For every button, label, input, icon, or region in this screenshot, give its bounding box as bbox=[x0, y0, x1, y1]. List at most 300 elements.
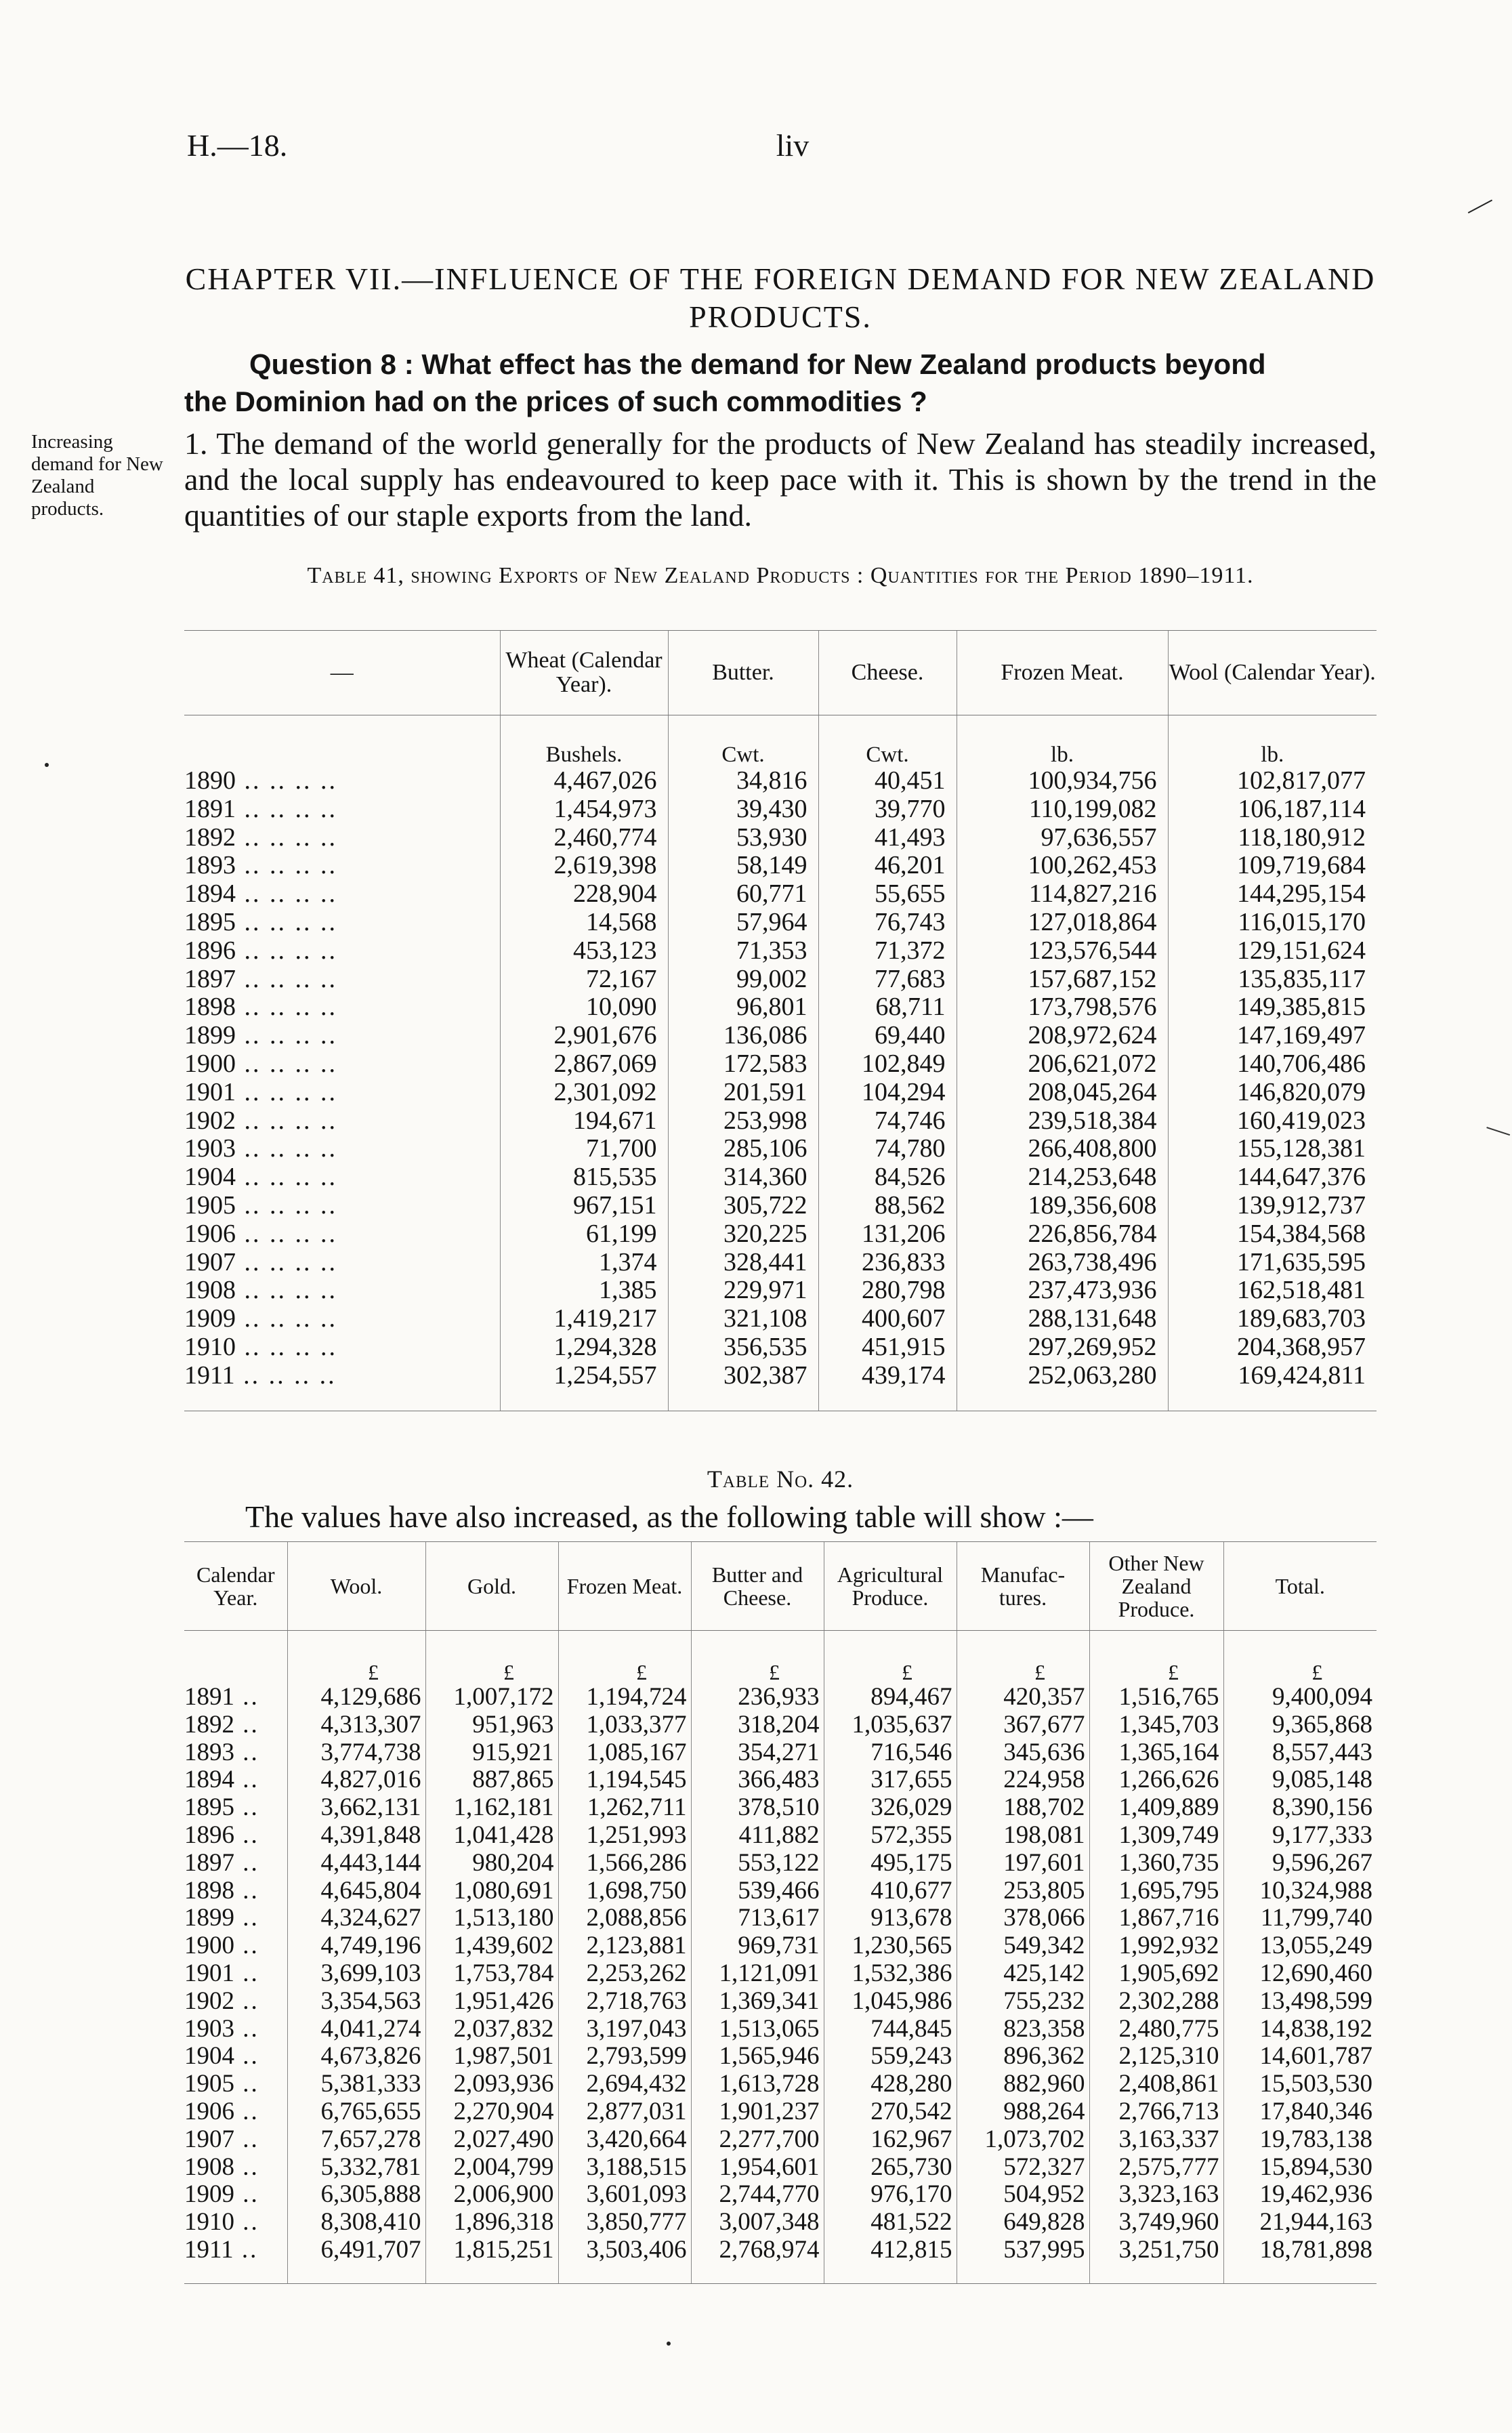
table-41-cell: 2,867,069 bbox=[500, 1050, 668, 1079]
margin-mark-2 bbox=[1482, 1127, 1510, 1151]
table-41-cell: 97,636,557 bbox=[957, 824, 1168, 852]
table-42-cell: 1,901,237 bbox=[691, 2098, 824, 2126]
table-42-cell: 1,905,692 bbox=[1089, 1960, 1223, 1988]
table-42-leader-dots: .. bbox=[234, 1683, 259, 1711]
table-41-row bbox=[184, 1362, 1377, 1411]
table41-header: — bbox=[184, 631, 500, 715]
table-41-year: 1890 bbox=[184, 766, 236, 795]
table41-unit bbox=[184, 715, 500, 768]
table-41-cell: 160,419,023 bbox=[1168, 1107, 1377, 1136]
table-42-cell: 3,420,664 bbox=[558, 2126, 691, 2154]
table-42-cell: 2,004,799 bbox=[425, 2154, 558, 2182]
table-41-cell: 84,526 bbox=[818, 1163, 957, 1192]
table-42-cell: 162,967 bbox=[824, 2126, 957, 2154]
margin-dot bbox=[45, 763, 49, 767]
table-41-cell: 34,816 bbox=[668, 767, 818, 795]
question-line-1: Question 8 : What effect has the demand for New Zealand products beyond bbox=[249, 348, 1266, 380]
table-41-row bbox=[184, 965, 1377, 994]
table-42-row bbox=[184, 1877, 1377, 1905]
table-42-cell: 2,575,777 bbox=[1089, 2154, 1223, 2182]
table-42-year-cell bbox=[184, 2016, 287, 2043]
table-42-cell: 11,799,740 bbox=[1223, 1905, 1377, 1932]
table-41-cell: 69,440 bbox=[818, 1022, 957, 1050]
table-41-cell: 100,262,453 bbox=[957, 852, 1168, 880]
table-41-cell: 157,687,152 bbox=[957, 965, 1168, 994]
table-41-cell: 39,770 bbox=[818, 795, 957, 824]
table-41-cell: 110,199,082 bbox=[957, 795, 1168, 824]
table-42-row bbox=[184, 1905, 1377, 1932]
table-42-year-cell bbox=[184, 1877, 287, 1905]
table-42-cell: 367,677 bbox=[957, 1711, 1089, 1739]
table-42-cell: 2,718,763 bbox=[558, 1988, 691, 2016]
table-42-cell: 495,175 bbox=[824, 1850, 957, 1877]
table-42-cell: 318,204 bbox=[691, 1711, 824, 1739]
table-41-year: 1897 bbox=[184, 964, 236, 993]
table-42-row bbox=[184, 2071, 1377, 2098]
table41-header-row bbox=[184, 631, 1377, 715]
table42-unit: £ bbox=[957, 1631, 1089, 1684]
table-41-year-cell bbox=[184, 852, 500, 880]
table-41-leader-dots: .. .. .. .. bbox=[236, 851, 337, 880]
table-42-cell: 188,702 bbox=[957, 1794, 1089, 1822]
table-42-cell: 1,194,724 bbox=[558, 1684, 691, 1711]
table-42-year-cell bbox=[184, 1711, 287, 1739]
table-41-cell: 1,385 bbox=[500, 1276, 668, 1305]
table-42-cell: 378,510 bbox=[691, 1794, 824, 1822]
table-42-cell: 988,264 bbox=[957, 2098, 1089, 2126]
table-42-cell: 1,815,251 bbox=[425, 2237, 558, 2283]
table-41-cell: 321,108 bbox=[668, 1305, 818, 1333]
table-41-row bbox=[184, 993, 1377, 1022]
table-42-cell: 2,694,432 bbox=[558, 2071, 691, 2098]
table-41-row bbox=[184, 1249, 1377, 1277]
table-41-cell: 236,833 bbox=[818, 1249, 957, 1277]
table-41-cell: 1,419,217 bbox=[500, 1305, 668, 1333]
table-41-year: 1910 bbox=[184, 1332, 236, 1361]
table41-header: Wheat (Calendar Year). bbox=[500, 631, 668, 715]
table-42-cell: 1,987,501 bbox=[425, 2043, 558, 2071]
table-42-cell: 823,358 bbox=[957, 2016, 1089, 2043]
table-41-cell: 2,901,676 bbox=[500, 1022, 668, 1050]
table-42-cell: 1,360,735 bbox=[1089, 1850, 1223, 1877]
table-42-cell: 553,122 bbox=[691, 1850, 824, 1877]
table-41-year: 1892 bbox=[184, 823, 236, 852]
table-41-leader-dots: .. .. .. .. bbox=[236, 907, 337, 936]
table-42-cell: 713,617 bbox=[691, 1905, 824, 1932]
page-number: liv bbox=[776, 128, 810, 163]
table-42-row bbox=[184, 1988, 1377, 2016]
table-41-cell: 39,430 bbox=[668, 795, 818, 824]
table-41-year: 1906 bbox=[184, 1219, 236, 1248]
table-41-year-cell bbox=[184, 824, 500, 852]
chapter-title: CHAPTER VII.—INFLUENCE OF THE FOREIGN DEMAND FOR NEW ZEALAND PRODUCTS. bbox=[185, 262, 1376, 334]
table-42-cell: 14,601,787 bbox=[1223, 2043, 1377, 2071]
table-42-cell: 4,673,826 bbox=[287, 2043, 425, 2071]
table-41-leader-dots: .. .. .. .. bbox=[236, 1106, 337, 1135]
table-42-row bbox=[184, 1684, 1377, 1711]
table-42-cell: 8,390,156 bbox=[1223, 1794, 1377, 1822]
table-41-cell: 320,225 bbox=[668, 1220, 818, 1249]
table-42-year: 1910 bbox=[184, 2208, 234, 2237]
table-41-leader-dots: .. .. .. .. bbox=[236, 1163, 337, 1192]
table-42-cell: 1,698,750 bbox=[558, 1877, 691, 1905]
table-42-cell: 1,121,091 bbox=[691, 1960, 824, 1988]
table-42 bbox=[184, 1541, 1377, 2284]
table41-unit: lb. bbox=[1168, 715, 1377, 768]
table-41-year-cell bbox=[184, 937, 500, 965]
table-42-cell: 1,085,167 bbox=[558, 1739, 691, 1767]
table-41-row bbox=[184, 1135, 1377, 1163]
table-42-cell: 2,766,713 bbox=[1089, 2098, 1223, 2126]
table-42-row bbox=[184, 2016, 1377, 2043]
table-41-cell: 68,711 bbox=[818, 993, 957, 1022]
table-41-cell: 71,372 bbox=[818, 937, 957, 965]
table-42-cell: 5,381,333 bbox=[287, 2071, 425, 2098]
table-41-cell: 46,201 bbox=[818, 852, 957, 880]
body-paragraph: 1. The demand of the world generally for the products of New Zealand has steadily increased, and the local supply has endeavoured to keep pace with it. This is shown by the trend in the quantities of our staple exports from the land. bbox=[184, 426, 1377, 533]
table41-header: Frozen Meat. bbox=[957, 631, 1168, 715]
table-41-cell: 356,535 bbox=[668, 1333, 818, 1362]
table-42-row bbox=[184, 1822, 1377, 1850]
table-42-cell: 6,765,655 bbox=[287, 2098, 425, 2126]
table-42-cell: 504,952 bbox=[957, 2181, 1089, 2209]
table-41-cell: 1,374 bbox=[500, 1249, 668, 1277]
table-42-cell: 3,197,043 bbox=[558, 2016, 691, 2043]
table-41-row bbox=[184, 880, 1377, 909]
table-41-row bbox=[184, 1305, 1377, 1333]
table-41-cell: 147,169,497 bbox=[1168, 1022, 1377, 1050]
table-41-leader-dots: .. .. .. .. bbox=[236, 936, 337, 965]
table-41-cell: 149,385,815 bbox=[1168, 993, 1377, 1022]
table-41-cell: 135,835,117 bbox=[1168, 965, 1377, 994]
table-41-year: 1904 bbox=[184, 1163, 236, 1192]
table42-unit: £ bbox=[425, 1631, 558, 1684]
table-42-row bbox=[184, 2098, 1377, 2126]
table-42-cell: 2,253,262 bbox=[558, 1960, 691, 1988]
table-41-cell: 146,820,079 bbox=[1168, 1079, 1377, 1107]
table-41-cell: 4,467,026 bbox=[500, 767, 668, 795]
table-41-leader-dots: .. .. .. .. bbox=[236, 1247, 337, 1276]
table-42-cell: 9,400,094 bbox=[1223, 1684, 1377, 1711]
table-41-cell: 226,856,784 bbox=[957, 1220, 1168, 1249]
table-41-cell: 74,780 bbox=[818, 1135, 957, 1163]
table42-unit bbox=[184, 1631, 287, 1684]
table-42-cell: 1,365,164 bbox=[1089, 1739, 1223, 1767]
table-41-year-cell bbox=[184, 795, 500, 824]
table-42-cell: 13,055,249 bbox=[1223, 1932, 1377, 1960]
table42-caption: Table No. 42. bbox=[707, 1465, 854, 1493]
table-42-cell: 1,035,637 bbox=[824, 1711, 957, 1739]
table-42-cell: 3,850,777 bbox=[558, 2209, 691, 2237]
table-42-cell: 4,827,016 bbox=[287, 1766, 425, 1794]
table-42-cell: 1,162,181 bbox=[425, 1794, 558, 1822]
table-41-year: 1893 bbox=[184, 851, 236, 880]
table41-header: Butter. bbox=[668, 631, 818, 715]
table-42-row bbox=[184, 1850, 1377, 1877]
table-41-cell: 314,360 bbox=[668, 1163, 818, 1192]
table-42-cell: 1,080,691 bbox=[425, 1877, 558, 1905]
table-41-cell: 127,018,864 bbox=[957, 909, 1168, 937]
table-42-cell: 4,645,804 bbox=[287, 1877, 425, 1905]
table-42-cell: 1,513,180 bbox=[425, 1905, 558, 1932]
table-42-leader-dots: .. bbox=[234, 1876, 259, 1905]
table-42-cell: 3,503,406 bbox=[558, 2237, 691, 2283]
table-42-year-cell bbox=[184, 1766, 287, 1794]
table-42-row bbox=[184, 1739, 1377, 1767]
table-41-cell: 109,719,684 bbox=[1168, 852, 1377, 880]
table-41-year: 1899 bbox=[184, 1021, 236, 1050]
table-42-year: 1895 bbox=[184, 1793, 234, 1822]
table-42-cell: 3,601,093 bbox=[558, 2181, 691, 2209]
table-41-cell: 2,301,092 bbox=[500, 1079, 668, 1107]
table-41-cell: 228,904 bbox=[500, 880, 668, 909]
table42-unit: £ bbox=[1223, 1631, 1377, 1684]
table-41-year-cell bbox=[184, 1249, 500, 1277]
table-42-cell: 1,073,702 bbox=[957, 2126, 1089, 2154]
table-41-cell: 144,647,376 bbox=[1168, 1163, 1377, 1192]
question-line-2: the Dominion had on the prices of such commodities ? bbox=[184, 386, 927, 417]
table-41-year: 1909 bbox=[184, 1304, 236, 1333]
table-41-cell: 204,368,957 bbox=[1168, 1333, 1377, 1362]
table-42-cell: 1,951,426 bbox=[425, 1988, 558, 2016]
table-42-cell: 9,596,267 bbox=[1223, 1850, 1377, 1877]
table-42-cell: 428,280 bbox=[824, 2071, 957, 2098]
table-42-cell: 19,462,936 bbox=[1223, 2181, 1377, 2209]
table-42-cell: 2,744,770 bbox=[691, 2181, 824, 2209]
table-42-leader-dots: .. bbox=[234, 1848, 259, 1877]
table-42-cell: 1,045,986 bbox=[824, 1988, 957, 2016]
table-41-cell: 328,441 bbox=[668, 1249, 818, 1277]
table-42-cell: 1,867,716 bbox=[1089, 1905, 1223, 1932]
table-42-cell: 2,277,700 bbox=[691, 2126, 824, 2154]
table-42-leader-dots: .. bbox=[233, 2235, 259, 2264]
table-42-cell: 755,232 bbox=[957, 1988, 1089, 2016]
table-42-leader-dots: .. bbox=[234, 2070, 259, 2098]
table-42-leader-dots: .. bbox=[234, 1959, 259, 1987]
table-42-cell: 412,815 bbox=[824, 2237, 957, 2283]
table-42-cell: 1,409,889 bbox=[1089, 1794, 1223, 1822]
table42-header: Manufac- tures. bbox=[957, 1542, 1089, 1631]
table-42-leader-dots: .. bbox=[234, 1932, 259, 1960]
table-41-leader-dots: .. .. .. .. bbox=[236, 964, 337, 993]
table-42-year: 1902 bbox=[184, 1987, 234, 2015]
table41-unit: Cwt. bbox=[818, 715, 957, 768]
table-42-cell: 1,309,749 bbox=[1089, 1822, 1223, 1850]
table-42-cell: 2,123,881 bbox=[558, 1932, 691, 1960]
table-41-cell: 60,771 bbox=[668, 880, 818, 909]
table-41-leader-dots: .. .. .. .. bbox=[236, 1304, 337, 1333]
table-42-row bbox=[184, 1932, 1377, 1960]
table-41-year-cell bbox=[184, 1050, 500, 1079]
table-42-cell: 366,483 bbox=[691, 1766, 824, 1794]
table-42-cell: 1,896,318 bbox=[425, 2209, 558, 2237]
table-41-year-cell bbox=[184, 1362, 500, 1411]
table-41-cell: 206,621,072 bbox=[957, 1050, 1168, 1079]
table-41-year-cell bbox=[184, 1220, 500, 1249]
margin-mark bbox=[1468, 199, 1502, 231]
table-42-year-cell bbox=[184, 2154, 287, 2182]
table-41-leader-dots: .. .. .. .. bbox=[236, 1332, 337, 1361]
table-42-cell: 2,037,832 bbox=[425, 2016, 558, 2043]
table-41-cell: 129,151,624 bbox=[1168, 937, 1377, 965]
table-42-cell: 4,041,274 bbox=[287, 2016, 425, 2043]
table41-units-row bbox=[184, 715, 1377, 768]
table-41-cell: 104,294 bbox=[818, 1079, 957, 1107]
table-42-year-cell bbox=[184, 2209, 287, 2237]
table-42-cell: 4,313,307 bbox=[287, 1711, 425, 1739]
table-41-year-cell bbox=[184, 993, 500, 1022]
document-reference: H.—18. bbox=[187, 128, 288, 163]
table-42-cell: 4,324,627 bbox=[287, 1905, 425, 1932]
table-41-cell: 263,738,496 bbox=[957, 1249, 1168, 1277]
table-42-cell: 915,921 bbox=[425, 1739, 558, 1767]
table-41-leader-dots: .. .. .. .. bbox=[234, 1360, 337, 1390]
table42-unit: £ bbox=[287, 1631, 425, 1684]
table-42-year-cell bbox=[184, 1932, 287, 1960]
table-41-cell: 201,591 bbox=[668, 1079, 818, 1107]
table-42-row bbox=[184, 2154, 1377, 2182]
table-42-year-cell bbox=[184, 2181, 287, 2209]
table-41-cell: 53,930 bbox=[668, 824, 818, 852]
table-42-cell: 326,029 bbox=[824, 1794, 957, 1822]
table-42-year: 1899 bbox=[184, 1904, 234, 1932]
table41-unit: lb. bbox=[957, 715, 1168, 768]
table-42-cell: 894,467 bbox=[824, 1684, 957, 1711]
table-42-year: 1898 bbox=[184, 1876, 234, 1905]
table-42-year-cell bbox=[184, 1684, 287, 1711]
table41-unit: Bushels. bbox=[500, 715, 668, 768]
table-42-cell: 3,188,515 bbox=[558, 2154, 691, 2182]
table-42-cell: 6,491,707 bbox=[287, 2237, 425, 2283]
table-41-cell: 71,353 bbox=[668, 937, 818, 965]
table-41-cell: 305,722 bbox=[668, 1192, 818, 1220]
table-41-row bbox=[184, 937, 1377, 965]
table-42-cell: 19,783,138 bbox=[1223, 2126, 1377, 2154]
table-42-year-cell bbox=[184, 2237, 287, 2283]
table-41-cell: 189,356,608 bbox=[957, 1192, 1168, 1220]
table-42-row bbox=[184, 2181, 1377, 2209]
table-42-cell: 3,251,750 bbox=[1089, 2237, 1223, 2283]
table-42-cell: 3,774,738 bbox=[287, 1739, 425, 1767]
table-42-cell: 1,041,428 bbox=[425, 1822, 558, 1850]
table-42-cell: 2,125,310 bbox=[1089, 2043, 1223, 2071]
table-42-cell: 1,513,065 bbox=[691, 2016, 824, 2043]
table-41-cell: 208,045,264 bbox=[957, 1079, 1168, 1107]
table-42-cell: 2,408,861 bbox=[1089, 2071, 1223, 2098]
table-42-cell: 2,877,031 bbox=[558, 2098, 691, 2126]
table-42-row bbox=[184, 2043, 1377, 2071]
table-41-year-cell bbox=[184, 965, 500, 994]
table-41-row bbox=[184, 1333, 1377, 1362]
table-42-year: 1905 bbox=[184, 2070, 234, 2098]
table-42-year-cell bbox=[184, 1905, 287, 1932]
table-41-year-cell bbox=[184, 1276, 500, 1305]
table-41-cell: 815,535 bbox=[500, 1163, 668, 1192]
table-41-year: 1900 bbox=[184, 1049, 236, 1078]
table-42-row bbox=[184, 2126, 1377, 2154]
table-41-cell: 144,295,154 bbox=[1168, 880, 1377, 909]
table-42-cell: 410,677 bbox=[824, 1877, 957, 1905]
table-42-leader-dots: .. bbox=[234, 2153, 259, 2181]
table-41-year: 1898 bbox=[184, 993, 236, 1022]
table-41-cell: 100,934,756 bbox=[957, 767, 1168, 795]
table-41-year-cell bbox=[184, 1135, 500, 1163]
table-41-year-cell bbox=[184, 909, 500, 937]
table-42-year: 1904 bbox=[184, 2042, 234, 2071]
table-42-year-cell bbox=[184, 2098, 287, 2126]
table-42-cell: 1,695,795 bbox=[1089, 1877, 1223, 1905]
question-heading bbox=[184, 346, 1377, 420]
table-42-year: 1901 bbox=[184, 1959, 234, 1987]
table-42-cell: 4,391,848 bbox=[287, 1822, 425, 1850]
table-42-cell: 8,557,443 bbox=[1223, 1739, 1377, 1767]
table-41-cell: 57,964 bbox=[668, 909, 818, 937]
table-41-row bbox=[184, 795, 1377, 824]
table-42-cell: 3,749,960 bbox=[1089, 2209, 1223, 2237]
table41-unit: Cwt. bbox=[668, 715, 818, 768]
table-41-cell: 123,576,544 bbox=[957, 937, 1168, 965]
table-41-cell: 252,063,280 bbox=[957, 1362, 1168, 1411]
table-41-row bbox=[184, 1022, 1377, 1050]
table-42-cell: 1,992,932 bbox=[1089, 1932, 1223, 1960]
table-41-cell: 116,015,170 bbox=[1168, 909, 1377, 937]
table-42-year: 1908 bbox=[184, 2153, 234, 2181]
table-42-cell: 976,170 bbox=[824, 2181, 957, 2209]
table-41-cell: 288,131,648 bbox=[957, 1305, 1168, 1333]
table-42-year: 1893 bbox=[184, 1738, 234, 1766]
table-41-cell: 140,706,486 bbox=[1168, 1050, 1377, 1079]
table-42-cell: 6,305,888 bbox=[287, 2181, 425, 2209]
table-42-leader-dots: .. bbox=[234, 1821, 259, 1849]
table-42-cell: 1,753,784 bbox=[425, 1960, 558, 1988]
table-42-cell: 411,882 bbox=[691, 1822, 824, 1850]
table-42-cell: 481,522 bbox=[824, 2209, 957, 2237]
table-42-cell: 1,345,703 bbox=[1089, 1711, 1223, 1739]
table-41-year: 1907 bbox=[184, 1247, 236, 1276]
table-41-cell: 61,199 bbox=[500, 1220, 668, 1249]
table-42-cell: 10,324,988 bbox=[1223, 1877, 1377, 1905]
table-42-cell: 2,270,904 bbox=[425, 2098, 558, 2126]
table-42-cell: 913,678 bbox=[824, 1905, 957, 1932]
table42-units-row bbox=[184, 1631, 1377, 1684]
table-42-cell: 951,963 bbox=[425, 1711, 558, 1739]
table-41-cell: 194,671 bbox=[500, 1107, 668, 1136]
table-41-cell: 285,106 bbox=[668, 1135, 818, 1163]
table-42-year: 1907 bbox=[184, 2125, 234, 2153]
table-42-cell: 14,838,192 bbox=[1223, 2016, 1377, 2043]
table-41-cell: 297,269,952 bbox=[957, 1333, 1168, 1362]
table-41-leader-dots: .. .. .. .. bbox=[236, 1219, 337, 1248]
table-41-leader-dots: .. .. .. .. bbox=[236, 1134, 337, 1163]
table-41-cell: 208,972,624 bbox=[957, 1022, 1168, 1050]
table-41-cell: 214,253,648 bbox=[957, 1163, 1168, 1192]
table-42-cell: 1,613,728 bbox=[691, 2071, 824, 2098]
table-41-year-cell bbox=[184, 880, 500, 909]
table-42-year: 1909 bbox=[184, 2180, 234, 2209]
table-42-cell: 744,845 bbox=[824, 2016, 957, 2043]
table-41-row bbox=[184, 824, 1377, 852]
table-41-year-cell bbox=[184, 1022, 500, 1050]
table41-header: Cheese. bbox=[818, 631, 957, 715]
table-42-cell: 13,498,599 bbox=[1223, 1988, 1377, 2016]
table-42-row bbox=[184, 1766, 1377, 1794]
table-41-row bbox=[184, 1276, 1377, 1305]
table-42-cell: 8,308,410 bbox=[287, 2209, 425, 2237]
table-42-cell: 539,466 bbox=[691, 1877, 824, 1905]
table-41-cell: 139,912,737 bbox=[1168, 1192, 1377, 1220]
table-42-year-cell bbox=[184, 1988, 287, 2016]
table-42-cell: 887,865 bbox=[425, 1766, 558, 1794]
